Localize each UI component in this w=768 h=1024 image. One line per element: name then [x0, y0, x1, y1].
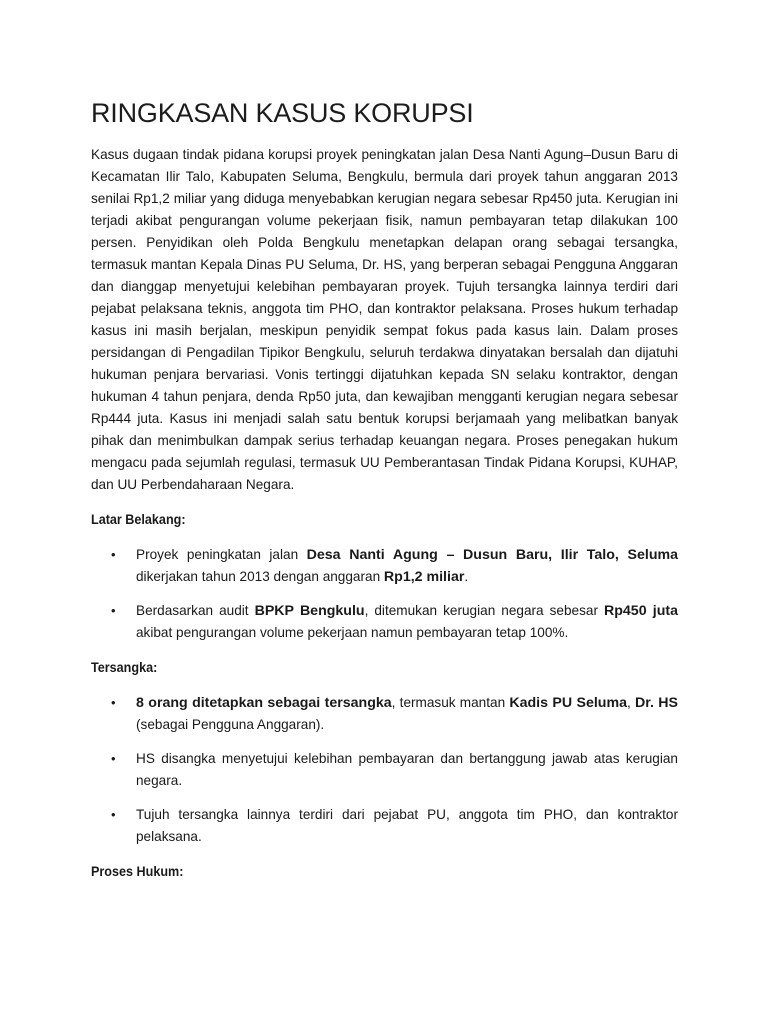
item-text: Tujuh tersangka lainnya terdiri dari pejabat PU, anggota tim PHO, dan kontraktor pelaksana. — [136, 807, 678, 844]
item-text: , ditemukan kerugian negara sebesar — [364, 603, 604, 618]
list-item — [91, 600, 678, 644]
bullet-icon: • — [111, 547, 116, 562]
item-bold-text: Desa Nanti Agung – Dusun Baru, Ilir Talo, Seluma — [306, 547, 679, 563]
item-text: (sebagai Pengguna Anggaran). — [136, 717, 325, 732]
item-text: Proyek peningkatan jalan — [136, 547, 307, 562]
summary-paragraph: Kasus dugaan tindak pidana korupsi proyek peningkatan jalan Desa Nanti Agung–Dusun Baru di Kecamatan Ilir Talo, Kabupaten Seluma, Bengkulu, bermula dari proyek tahun anggaran 2013 senilai Rp1,2 miliar yang diduga menyebabkan kerugian negara sebesar Rp450 juta. Kerugian ini terjadi akibat pengurangan volume pekerjaan fisik, namun pembayaran tetap dilakukan 100 persen. Penyidikan oleh Polda Bengkulu menetapkan delapan orang sebagai tersangka, termasuk mantan Kepala Dinas PU Seluma, Dr. HS, yang berperan sebagai Pengguna Anggaran dan dianggap menyetujui kelebihan pembayaran proyek. Tujuh tersangka lainnya terdiri dari pejabat pelaksana teknis, anggota tim PHO, dan kontraktor pelaksana. Proses hukum terhadap kasus ini masih berjalan, meskipun penyidik sempat fokus pada kasus lain. Dalam proses persidangan di Pengadilan Tipikor Bengkulu, seluruh terdakwa dinyatakan bersalah dan dijatuhi hukuman penjara bervariasi. Vonis tertinggi dijatuhkan kepada SN selaku kontraktor, dengan hukuman 4 tahun penjara, denda Rp50 juta, dan kewajiban mengganti kerugian negara sebesar Rp444 juta. Kasus ini menjadi salah satu bentuk korupsi berjamaah yang melibatkan banyak pihak dan menimbulkan dampak serius terhadap keuangan negara. Proses penegakan hukum mengacu pada sejumlah regulasi, termasuk UU Pemberantasan Tindak Pidana Korupsi, KUHAP, dan UU Perbendaharaan Negara. — [91, 147, 678, 492]
bullet-icon: • — [111, 603, 116, 618]
bullet-icon: • — [111, 695, 116, 710]
item-bold-text: Kadis PU Seluma — [509, 695, 627, 711]
bullet-icon: • — [111, 807, 116, 822]
document-title: RINGKASAN KASUS KORUPSI — [91, 98, 474, 128]
item-text: . — [464, 569, 469, 584]
bullet-icon: • — [111, 751, 116, 766]
list-item — [91, 544, 678, 588]
item-text: Berdasarkan audit — [136, 603, 255, 618]
tersangka-list — [91, 692, 678, 848]
list-item — [91, 692, 678, 736]
section-heading-proses-hukum: Proses Hukum: — [91, 863, 184, 879]
item-bold-text: Dr. HS — [634, 695, 678, 711]
item-text: , termasuk mantan — [391, 695, 510, 710]
section-heading-latar-belakang: Latar Belakang: — [91, 511, 186, 527]
item-text: HS disangka menyetujui kelebihan pembayaran dan bertanggung jawab atas kerugian negara. — [136, 751, 678, 788]
item-text: dikerjakan tahun 2013 dengan anggaran — [136, 569, 384, 584]
item-text: akibat pengurangan volume pekerjaan namun pembayaran tetap 100%. — [136, 625, 569, 640]
list-item — [91, 804, 678, 848]
section-heading-tersangka: Tersangka: — [91, 659, 158, 675]
latar-belakang-list — [91, 544, 678, 644]
item-text: , — [626, 695, 635, 710]
item-bold-text: 8 orang ditetapkan sebagai tersangka — [136, 695, 392, 711]
item-bold-text: Rp1,2 miliar — [383, 569, 465, 585]
list-item — [91, 748, 678, 792]
item-bold-text: Rp450 juta — [604, 603, 678, 619]
item-bold-text: BPKP Bengkulu — [254, 603, 365, 619]
